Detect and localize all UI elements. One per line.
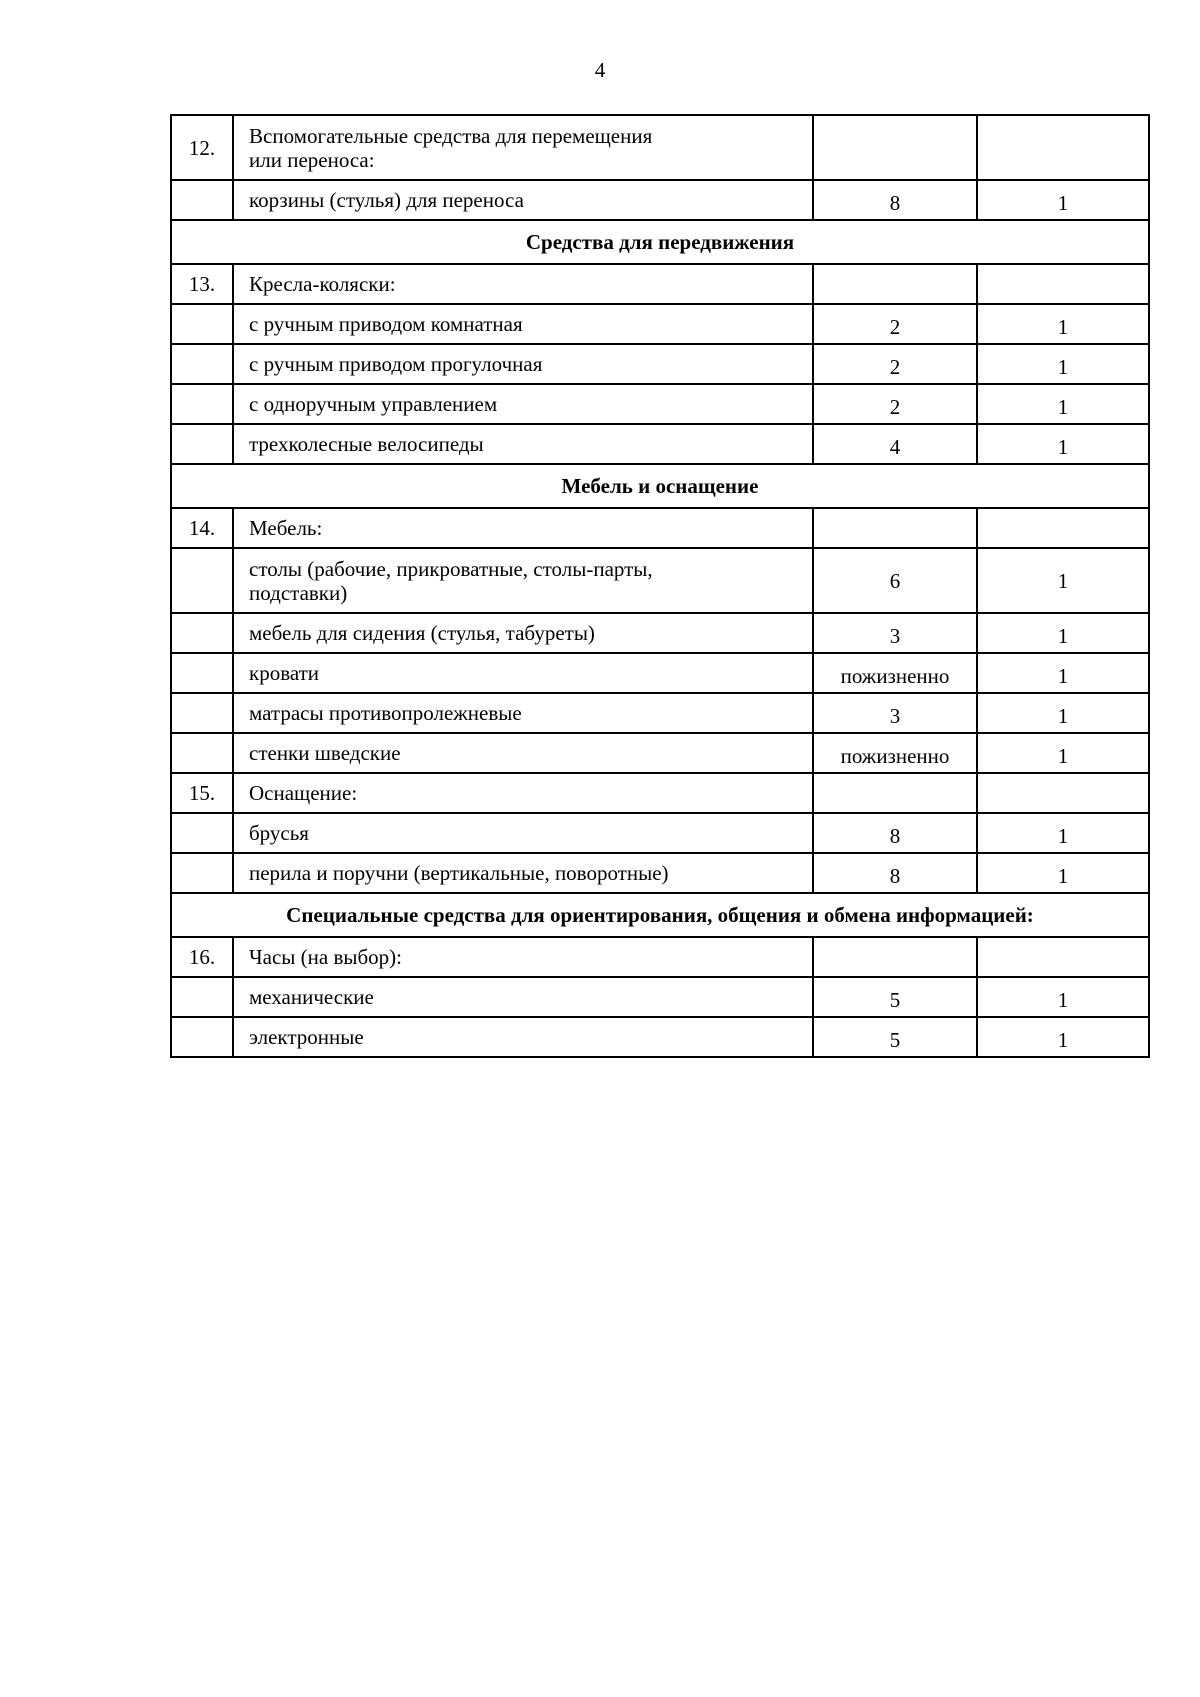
item-name: корзины (стулья) для переноса [233,180,813,220]
quantity: 1 [977,813,1149,853]
usage-term: 2 [813,384,977,424]
item-name: с ручным приводом комнатная [233,304,813,344]
usage-term: 8 [813,813,977,853]
usage-term: 6 [813,548,977,613]
row-number [171,853,233,893]
item-name: трехколесные велосипеды [233,424,813,464]
item-name: перила и поручни (вертикальные, поворотные) [233,853,813,893]
quantity: 1 [977,384,1149,424]
row-number: 16. [171,937,233,977]
quantity: 1 [977,653,1149,693]
row-number: 13. [171,264,233,304]
usage-term [813,115,977,180]
quantity: 1 [977,693,1149,733]
table-row [171,693,1149,733]
table-row [171,384,1149,424]
row-number [171,1017,233,1057]
row-number [171,384,233,424]
table-row [171,344,1149,384]
table-row [171,304,1149,344]
usage-term: пожизненно [813,653,977,693]
item-name: с одноручным управлением [233,384,813,424]
table-row [171,853,1149,893]
table-row [171,115,1149,180]
table-row [171,937,1149,977]
table-row [171,977,1149,1017]
usage-term: пожизненно [813,733,977,773]
usage-term: 2 [813,304,977,344]
table-row [171,813,1149,853]
table-row [171,548,1149,613]
section-title: Специальные средства для ориентирования, общения и обмена информацией: [171,893,1149,937]
row-number [171,977,233,1017]
item-name: с ручным приводом прогулочная [233,344,813,384]
table-body [171,115,1149,1057]
quantity [977,508,1149,548]
section-title: Средства для передвижения [171,220,1149,264]
item-name: электронные [233,1017,813,1057]
table-row [171,773,1149,813]
table-row [171,1017,1149,1057]
usage-term [813,773,977,813]
table-row [171,613,1149,653]
item-name: Кресла-коляски: [233,264,813,304]
usage-term: 5 [813,977,977,1017]
row-number [171,548,233,613]
row-number [171,613,233,653]
item-name: кровати [233,653,813,693]
usage-term [813,264,977,304]
row-number [171,344,233,384]
usage-term [813,508,977,548]
quantity [977,937,1149,977]
quantity [977,264,1149,304]
section-header-row [171,220,1149,264]
quantity: 1 [977,180,1149,220]
usage-term: 5 [813,1017,977,1057]
aids-table [170,114,1150,1058]
quantity [977,773,1149,813]
table-row [171,653,1149,693]
item-name: Оснащение: [233,773,813,813]
table-row [171,180,1149,220]
quantity: 1 [977,1017,1149,1057]
item-name: Мебель: [233,508,813,548]
page-number: 4 [594,58,606,82]
table-row [171,508,1149,548]
row-number [171,653,233,693]
usage-term: 2 [813,344,977,384]
quantity [977,115,1149,180]
section-header-row [171,893,1149,937]
row-number [171,180,233,220]
quantity: 1 [977,853,1149,893]
item-name: Вспомогательные средства для перемещения или переноса: [233,115,813,180]
row-number [171,813,233,853]
table-row [171,733,1149,773]
item-name: мебель для сидения (стулья, табуреты) [233,613,813,653]
usage-term: 4 [813,424,977,464]
quantity: 1 [977,304,1149,344]
quantity: 1 [977,424,1149,464]
usage-term: 8 [813,853,977,893]
row-number: 12. [171,115,233,180]
usage-term: 3 [813,613,977,653]
section-header-row [171,464,1149,508]
row-number: 14. [171,508,233,548]
item-name: Часы (на выбор): [233,937,813,977]
item-name: механические [233,977,813,1017]
row-number [171,693,233,733]
table-row [171,424,1149,464]
item-name: брусья [233,813,813,853]
item-name: матрасы противопролежневые [233,693,813,733]
quantity: 1 [977,613,1149,653]
row-number [171,424,233,464]
usage-term: 3 [813,693,977,733]
item-name: столы (рабочие, прикроватные, столы-парты, подставки) [233,548,813,613]
quantity: 1 [977,344,1149,384]
quantity: 1 [977,977,1149,1017]
item-name: стенки шведские [233,733,813,773]
usage-term: 8 [813,180,977,220]
row-number [171,733,233,773]
row-number: 15. [171,773,233,813]
table-row [171,264,1149,304]
usage-term [813,937,977,977]
quantity: 1 [977,548,1149,613]
quantity: 1 [977,733,1149,773]
row-number [171,304,233,344]
section-title: Мебель и оснащение [171,464,1149,508]
